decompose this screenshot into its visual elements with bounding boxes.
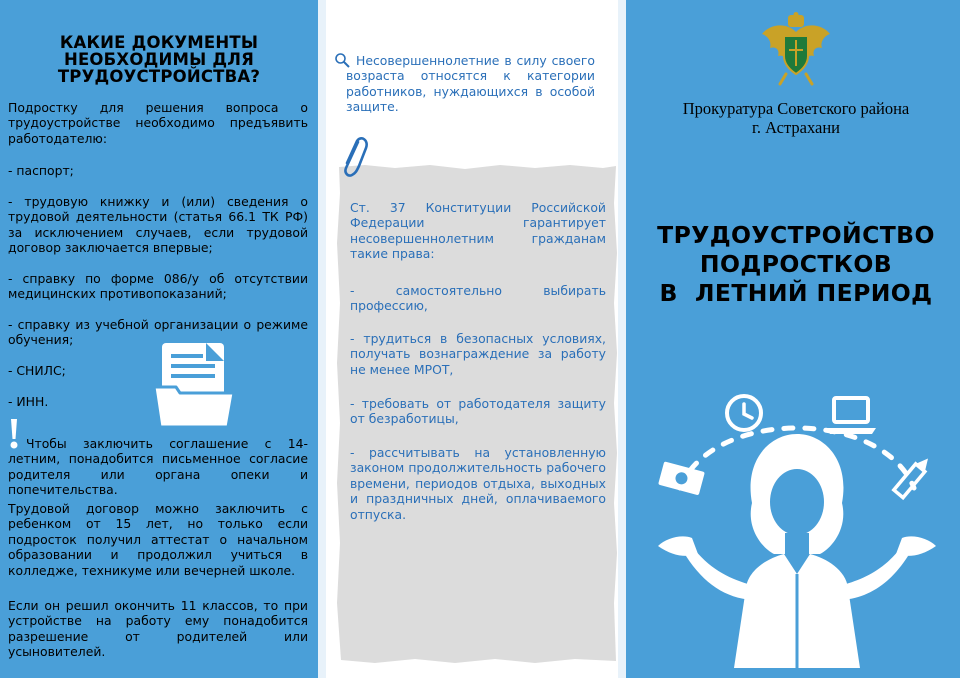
- pencil-icon: [894, 455, 933, 498]
- fold-gap-right: [618, 0, 626, 678]
- note-11-classes: Если он решил окончить 11 классов, то при устройстве на работу ему понадобится разрешение от родителей или усыновителей.: [8, 598, 308, 660]
- note-14-years: Чтобы заключить соглашение с 14-летним, понадобится письменное согласие родителя или органа опеки и попечительства.: [8, 436, 308, 498]
- clock-icon: [727, 396, 761, 430]
- title-line-1: ТРУДОУСТРОЙСТВО: [657, 221, 935, 249]
- title-line-3: В ЛЕТНИЙ ПЕРИОД: [659, 279, 933, 307]
- doc-medical: - справку по форме 086/у об отсутствии медицинских противопоказаний;: [8, 271, 308, 302]
- right-unemployment-protection: - требовать от работодателя защиту от безработицы,: [350, 396, 606, 427]
- brochure-title: [636, 221, 956, 308]
- folder-document-icon: [152, 337, 236, 429]
- category-note: Несовершеннолетние в силу своего возраста относятся к категории работников, нуждающихся в особой защите.: [346, 53, 595, 115]
- documents-intro: Подростку для решения вопроса о трудоустройстве необходимо предъявить работодателю:: [8, 100, 308, 146]
- organization-name: [636, 99, 956, 137]
- money-icon: [658, 461, 705, 495]
- note-15-years: Трудовой договор можно заключить с ребенком от 15 лет, но только если подросток получил аттестат о начальном образовании и продолжил учиться в колледже, техникуме или вечерней школе.: [8, 501, 308, 578]
- right-working-hours: - рассчитывать на установленную законом продолжительность рабочего времени, периодов отдыха, выходных и праздничных дней, оплачиваемого отпуска.: [350, 445, 606, 522]
- laptop-icon: [826, 398, 876, 434]
- organization-line-1: Прокуратура Советского района: [682, 99, 910, 118]
- doc-passport: - паспорт;: [8, 163, 74, 178]
- fold-gap-left: [318, 0, 326, 678]
- title-line-2: ПОДРОСТКОВ: [699, 250, 893, 278]
- organization-line-2: г. Астрахани: [752, 118, 840, 137]
- paper-clip-icon: [338, 128, 368, 180]
- constitution-intro: Ст. 37 Конституции Российской Федерации гарантирует несовершеннолетним гражданам такие права:: [350, 200, 606, 262]
- right-profession: - самостоятельно выбирать профессию,: [350, 283, 606, 314]
- doc-inn: - ИНН.: [8, 394, 49, 409]
- prosecutor-emblem-logo: [760, 12, 832, 86]
- doc-workbook: - трудовую книжку и (или) сведения о трудовой деятельности (статья 66.1 ТК РФ) за исключением случаев, если трудовой договор заключается впервые;: [8, 194, 308, 256]
- right-safe-conditions: - трудиться в безопасных условиях, получать вознаграждение за работу не менее МРОТ,: [350, 331, 606, 377]
- doc-school: - справку из учебной организации о режиме обучения;: [8, 317, 308, 348]
- documents-heading: КАКИЕ ДОКУМЕНТЫ НЕОБХОДИМЫ ДЛЯ ТРУДОУСТРОЙСТВА?: [57, 33, 261, 86]
- doc-snils: - СНИЛС;: [8, 363, 66, 378]
- teen-worker-illustration: [652, 388, 942, 668]
